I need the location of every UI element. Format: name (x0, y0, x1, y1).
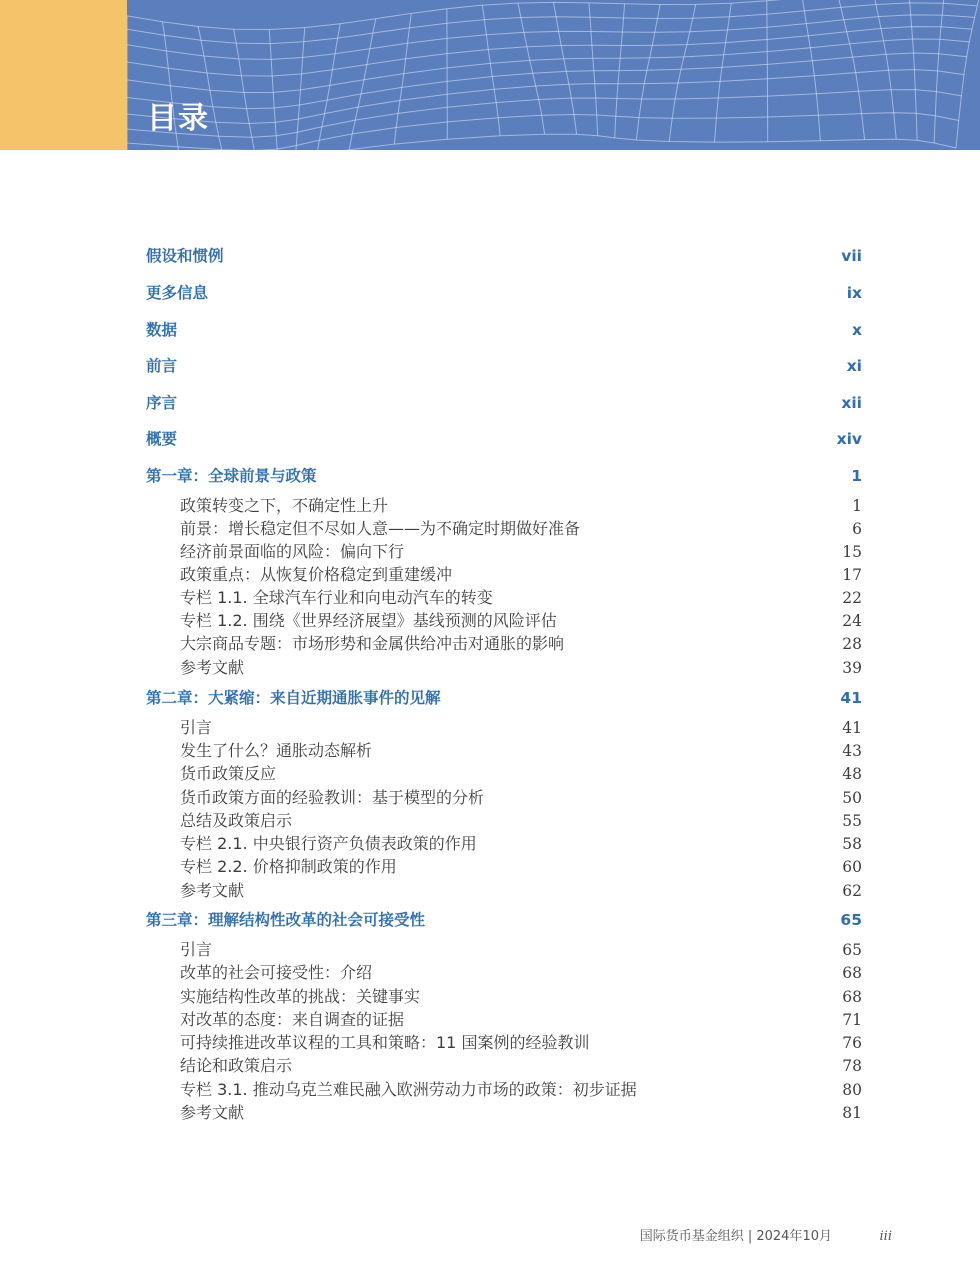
toc-label: 引言 (180, 718, 213, 737)
toc-page: 17 (842, 566, 862, 584)
toc-page: 80 (842, 1081, 862, 1099)
toc-row[interactable] (146, 245, 862, 267)
toc-label: 专栏 1.2. 围绕《世界经济展望》基线预测的风险评估 (180, 611, 557, 630)
toc-row[interactable] (146, 282, 862, 304)
toc-label: 专栏 1.1. 全球汽车行业和向电动汽车的转变 (180, 588, 493, 607)
toc-label: 第三章：理解结构性改革的社会可接受性 (146, 911, 426, 929)
toc-label: 改革的社会可接受性：介绍 (180, 963, 373, 982)
toc-page: 22 (842, 589, 862, 607)
toc-page: 68 (842, 988, 862, 1006)
toc-row[interactable] (146, 428, 862, 450)
toc-page: 60 (842, 858, 862, 876)
toc-page: 55 (842, 812, 862, 830)
toc-label: 实施结构性改革的挑战：关键事实 (180, 987, 421, 1006)
toc-page: 58 (842, 835, 862, 853)
toc-row[interactable] (146, 610, 862, 632)
toc-row[interactable] (146, 763, 862, 785)
toc-label: 总结及政策启示 (180, 811, 293, 830)
toc-page: 48 (842, 765, 862, 783)
toc-page: 1 (852, 497, 862, 515)
toc-page: 41 (842, 719, 862, 737)
toc-label: 发生了什么？通胀动态解析 (180, 741, 373, 760)
toc-label: 货币政策方面的经验教训：基于模型的分析 (180, 788, 485, 807)
toc-page: 15 (842, 543, 862, 561)
toc-page: xi (846, 357, 862, 375)
toc-label: 参考文献 (180, 1103, 245, 1122)
toc-row[interactable] (146, 657, 862, 679)
toc-row[interactable] (146, 392, 862, 414)
toc-page: 81 (842, 1104, 862, 1122)
toc-row[interactable] (146, 833, 862, 855)
toc-page: 28 (842, 635, 862, 653)
page-title: 目录 (147, 101, 209, 136)
toc-page: 65 (842, 941, 862, 959)
toc-row[interactable] (146, 465, 862, 487)
toc-row[interactable] (146, 787, 862, 809)
toc-row[interactable] (146, 740, 862, 762)
page-number: iii (879, 1229, 892, 1244)
toc-label: 对改革的态度：来自调查的证据 (180, 1010, 405, 1029)
toc-page: 39 (842, 659, 862, 677)
toc-label: 参考文献 (180, 658, 245, 677)
toc-page: 1 (851, 467, 862, 485)
toc-label: 参考文献 (180, 881, 245, 900)
toc-label: 前景：增长稳定但不尽如人意——为不确定时期做好准备 (180, 519, 581, 538)
toc-page: 62 (842, 882, 862, 900)
toc-row[interactable] (146, 587, 862, 609)
toc-row[interactable] (146, 939, 862, 961)
toc-label: 前言 (146, 357, 178, 375)
toc-row[interactable] (146, 909, 862, 931)
toc-page: x (852, 321, 862, 339)
toc-row[interactable] (146, 1102, 862, 1124)
toc-page: 65 (840, 911, 862, 929)
toc-row[interactable] (146, 319, 862, 341)
toc-label: 第一章：全球前景与政策 (146, 467, 317, 485)
toc-row[interactable] (146, 986, 862, 1008)
toc-label: 专栏 2.1. 中央银行资产负债表政策的作用 (180, 834, 477, 853)
toc-page: 68 (842, 964, 862, 982)
toc-row[interactable] (146, 962, 862, 984)
toc-row[interactable] (146, 1009, 862, 1031)
toc-label: 政策转变之下，不确定性上升 (180, 496, 389, 515)
toc-row[interactable] (146, 1032, 862, 1054)
page-footer (0, 1226, 980, 1248)
toc-page: vii (841, 247, 862, 265)
toc-page: 78 (842, 1057, 862, 1075)
toc-label: 序言 (146, 394, 178, 412)
toc-row[interactable] (146, 518, 862, 540)
toc-label: 概要 (146, 430, 178, 448)
toc-row[interactable] (146, 495, 862, 517)
toc-row[interactable] (146, 541, 862, 563)
toc-label: 结论和政策启示 (180, 1056, 293, 1075)
header-accent-block (0, 0, 127, 150)
toc-page: 71 (842, 1011, 862, 1029)
toc-row[interactable] (146, 564, 862, 586)
toc-row[interactable] (146, 717, 862, 739)
header-banner (127, 0, 980, 150)
toc-label: 数据 (146, 321, 178, 339)
publication-info: 国际货币基金组织 | 2024年10月 (639, 1229, 832, 1244)
wireframe-mesh-graphic (127, 0, 980, 150)
toc-page: 6 (852, 520, 862, 538)
toc-label: 更多信息 (146, 284, 209, 302)
toc-label: 第二章：大紧缩：来自近期通胀事件的见解 (146, 689, 441, 707)
toc-label: 假设和惯例 (146, 247, 224, 265)
toc-row[interactable] (146, 856, 862, 878)
toc-row[interactable] (146, 687, 862, 709)
toc-label: 专栏 2.2. 价格抑制政策的作用 (180, 857, 397, 876)
toc-label: 政策重点：从恢复价格稳定到重建缓冲 (180, 565, 453, 584)
toc-label: 经济前景面临的风险：偏向下行 (180, 542, 405, 561)
toc-page: ix (846, 284, 862, 302)
toc-row[interactable] (146, 810, 862, 832)
toc-row[interactable] (146, 355, 862, 377)
toc-row[interactable] (146, 1079, 862, 1101)
toc-page: xii (841, 394, 862, 412)
toc-page: xiv (836, 430, 862, 448)
toc-label: 专栏 3.1. 推动乌克兰难民融入欧洲劳动力市场的政策：初步证据 (180, 1080, 637, 1099)
toc-label: 大宗商品专题：市场形势和金属供给冲击对通胀的影响 (180, 634, 565, 653)
toc-page: 41 (840, 689, 862, 707)
toc-page: 24 (842, 612, 862, 630)
toc-page: 76 (842, 1034, 862, 1052)
toc-label: 可持续推进改革议程的工具和策略：11 国案例的经验教训 (180, 1033, 590, 1052)
toc-row[interactable] (146, 880, 862, 902)
toc-row[interactable] (146, 1055, 862, 1077)
toc-page: 43 (842, 742, 862, 760)
toc-label: 货币政策反应 (180, 764, 277, 783)
toc-label: 引言 (180, 940, 213, 959)
toc-row[interactable] (146, 633, 862, 655)
toc-page: 50 (842, 789, 862, 807)
header-band (0, 0, 980, 150)
